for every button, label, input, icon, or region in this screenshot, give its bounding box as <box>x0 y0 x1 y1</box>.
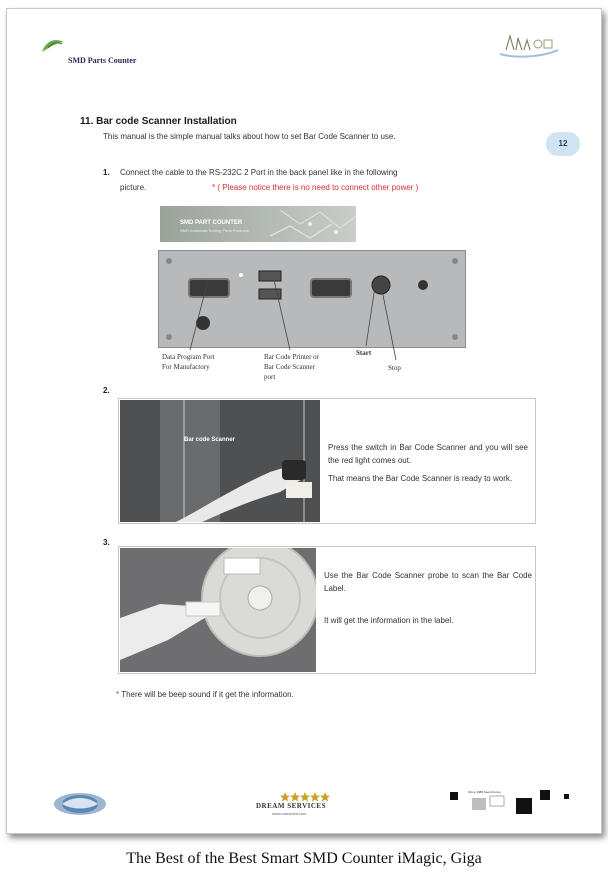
decorative-squares <box>446 784 576 820</box>
globe-logo <box>50 790 110 818</box>
step-3-scan-photo <box>120 548 316 672</box>
step-3-text-2: It will get the information in the label. <box>324 616 454 625</box>
company-logo <box>38 34 68 56</box>
callout-start: Start <box>356 349 372 357</box>
callout-printer-port: Bar Code Printer or Bar Code Scanner port <box>264 353 320 381</box>
since-text: Since 1989 Seoul Korea <box>468 790 501 794</box>
section-title: 11. Bar code Scanner Installation <box>80 116 237 127</box>
step-3-number: 3. <box>103 538 110 547</box>
callout-stop: Stop <box>388 364 401 372</box>
footnote-mark: * <box>116 690 120 699</box>
footnote-text: There will be beep sound if it get the information. <box>121 690 294 699</box>
banner-subtitle: SMD Automatic Sorting Parts Products <box>180 228 249 233</box>
step-1-number: 1. <box>103 168 110 177</box>
brand-emblem <box>494 26 564 64</box>
step-3-text-1: Use the Bar Code Scanner probe to scan the Bar Code Label. <box>324 571 532 593</box>
dream-services-url: www.namsoint.com <box>272 811 307 816</box>
dream-stars-icon <box>280 792 330 802</box>
step-1-line-2: picture. <box>120 183 147 192</box>
dream-services-logo-text: DREAM SERVICES <box>256 802 326 810</box>
step-1-line-1: Connect the cable to the RS-232C 2 Port in the back panel like in the following <box>120 168 398 177</box>
page-number-badge: 12 <box>546 132 580 156</box>
footnote-beep <box>116 688 294 701</box>
section-intro: This manual is the simple manual talks about how to set Bar Code Scanner to use. <box>103 132 396 141</box>
step-1-notice: * ( Please notice there is no need to connect other power ) <box>212 183 419 192</box>
step-2-number: 2. <box>103 386 110 395</box>
callout-data-port: Data Program Port For Manufactory <box>162 353 215 371</box>
step-2-text-1: Press the switch in Bar Code Scanner and you will see the red light comes out. <box>328 443 528 465</box>
footer-caption: The Best of the Best Smart SMD Counter iMagic, Giga <box>126 850 482 867</box>
step-2-text-2: That means the Bar Code Scanner is ready to work. <box>328 474 513 483</box>
step-2-scanner-photo <box>120 400 320 522</box>
header-logo-text: SMD Parts Counter <box>68 56 137 65</box>
banner-title: SMD PART COUNTER <box>180 220 243 226</box>
step-2-photo-label: Bar code Scanner <box>184 437 236 443</box>
